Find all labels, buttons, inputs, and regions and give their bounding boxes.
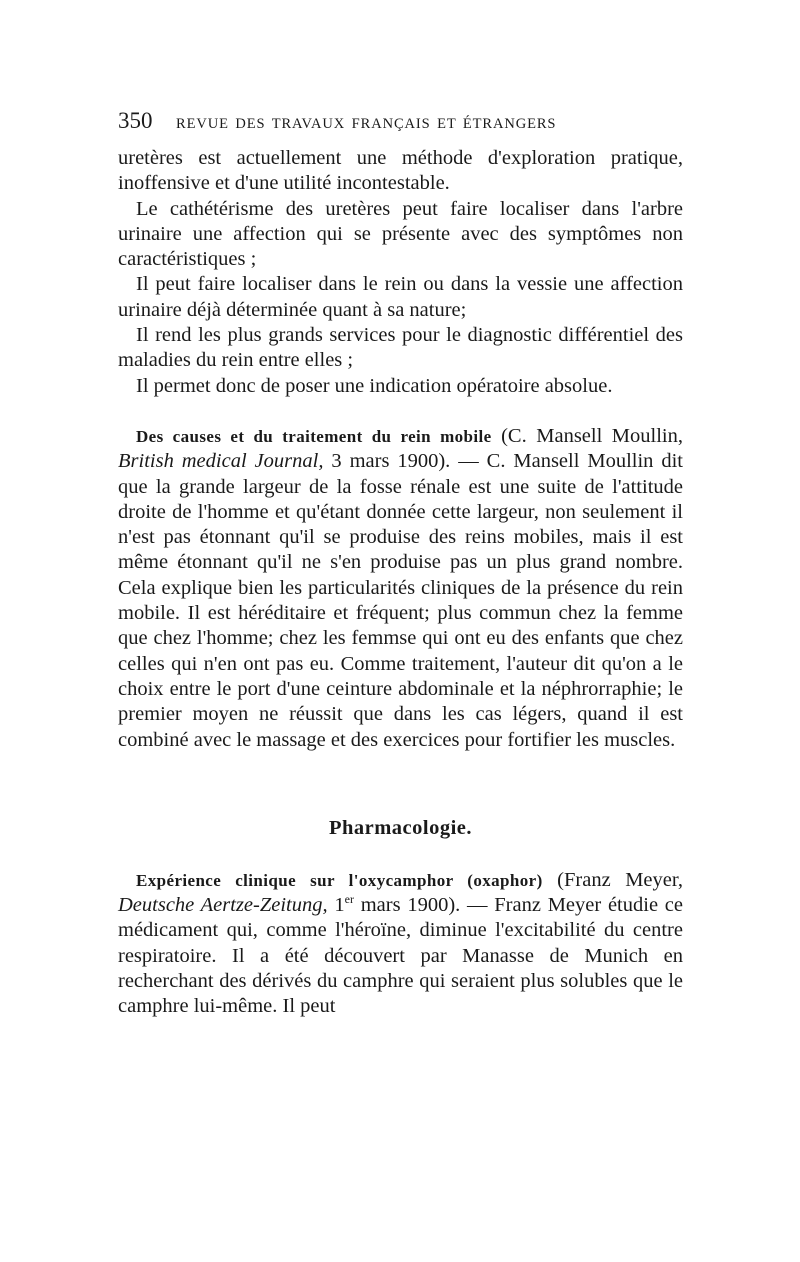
paragraph-indication: Il permet donc de poser une indication opératoire absolue.: [136, 374, 613, 397]
citation-author: (Franz Meyer,: [542, 868, 684, 891]
running-head: [118, 108, 683, 146]
abstract-title: Expérience clinique sur l'oxycamphor (oxaphor): [136, 870, 543, 890]
section-heading: Pharmacologie.: [328, 816, 473, 839]
citation-date: 3 mars 1900). —: [323, 450, 487, 473]
abstract-body: C. Mansell Moullin dit que la grande largeur de la fosse rénale est une suite de l'attitude droite de l'homme et qu'étant donnée cette largeur, non seulement il n'est pas étonnant qu'il se produise des reins mobiles, mais il est même étonnant qu'il ne s'en produise pas un plus grand nombre. Cela explique bien les particularités cliniques de la présence du rein mobile. Il est héréditaire et fréquent; plus commun chez la femme que chez l'homme; chez les femmse qui ont eu des enfants que chez celles qui n'en ont pas eu. Comme traitement, l'auteur dit qu'on a le choix entre le port d'une ceinture abdominale et la néphrorraphie; le premier moyen ne réussit que dans les cas légers, quand il est combiné avec le massage et des exercices pour fortifier les muscles.: [118, 450, 683, 751]
citation-day-superscript: er: [344, 892, 354, 907]
running-title: REVUE DES TRAVAUX FRANÇAIS ET ÉTRANGERS: [176, 116, 557, 132]
abstract-body: Franz Meyer étudie ce médicament qui, comme l'héroïne, diminue l'excitabilité du centre respiratoire. Il a été découvert par Manasse de Munich en recherchant des dérivés du camphre qui seraient plus solubles que le camphre lui-même. Il peut: [118, 894, 684, 1018]
page: [118, 108, 683, 1020]
spacer: [118, 399, 683, 424]
abstract-rein-mobile: [118, 424, 683, 753]
citation-author: (C. Mansell Moullin,: [491, 424, 683, 447]
journal-name: British medical Journal,: [118, 450, 324, 473]
abstract-title: Des causes et du traitement du rein mobile: [136, 426, 492, 446]
paragraph-continuation: uretères est actuellement une méthode d'exploration pratique, inoffensive et d'une utilité incontestable.: [118, 147, 683, 195]
page-number: 350: [118, 108, 153, 133]
paragraph-diagnostic: Il rend les plus grands services pour le diagnostic différentiel des maladies du rein entre elles ;: [118, 324, 683, 372]
citation-day: 1: [327, 894, 345, 917]
citation-date: mars 1900). —: [353, 894, 495, 917]
abstract-oxycamphor: [118, 868, 683, 1020]
paragraph-rein-vessie: Il peut faire localiser dans le rein ou dans la vessie une affection urinaire déjà déterminée quant à sa nature;: [118, 273, 683, 321]
journal-name: Deutsche Aertze-Zeitung,: [118, 894, 328, 917]
paragraph-localisation: Le cathétérisme des uretères peut faire localiser dans l'arbre urinaire une affection qui se présente avec des symptômes non caractéristiques ;: [118, 197, 683, 271]
